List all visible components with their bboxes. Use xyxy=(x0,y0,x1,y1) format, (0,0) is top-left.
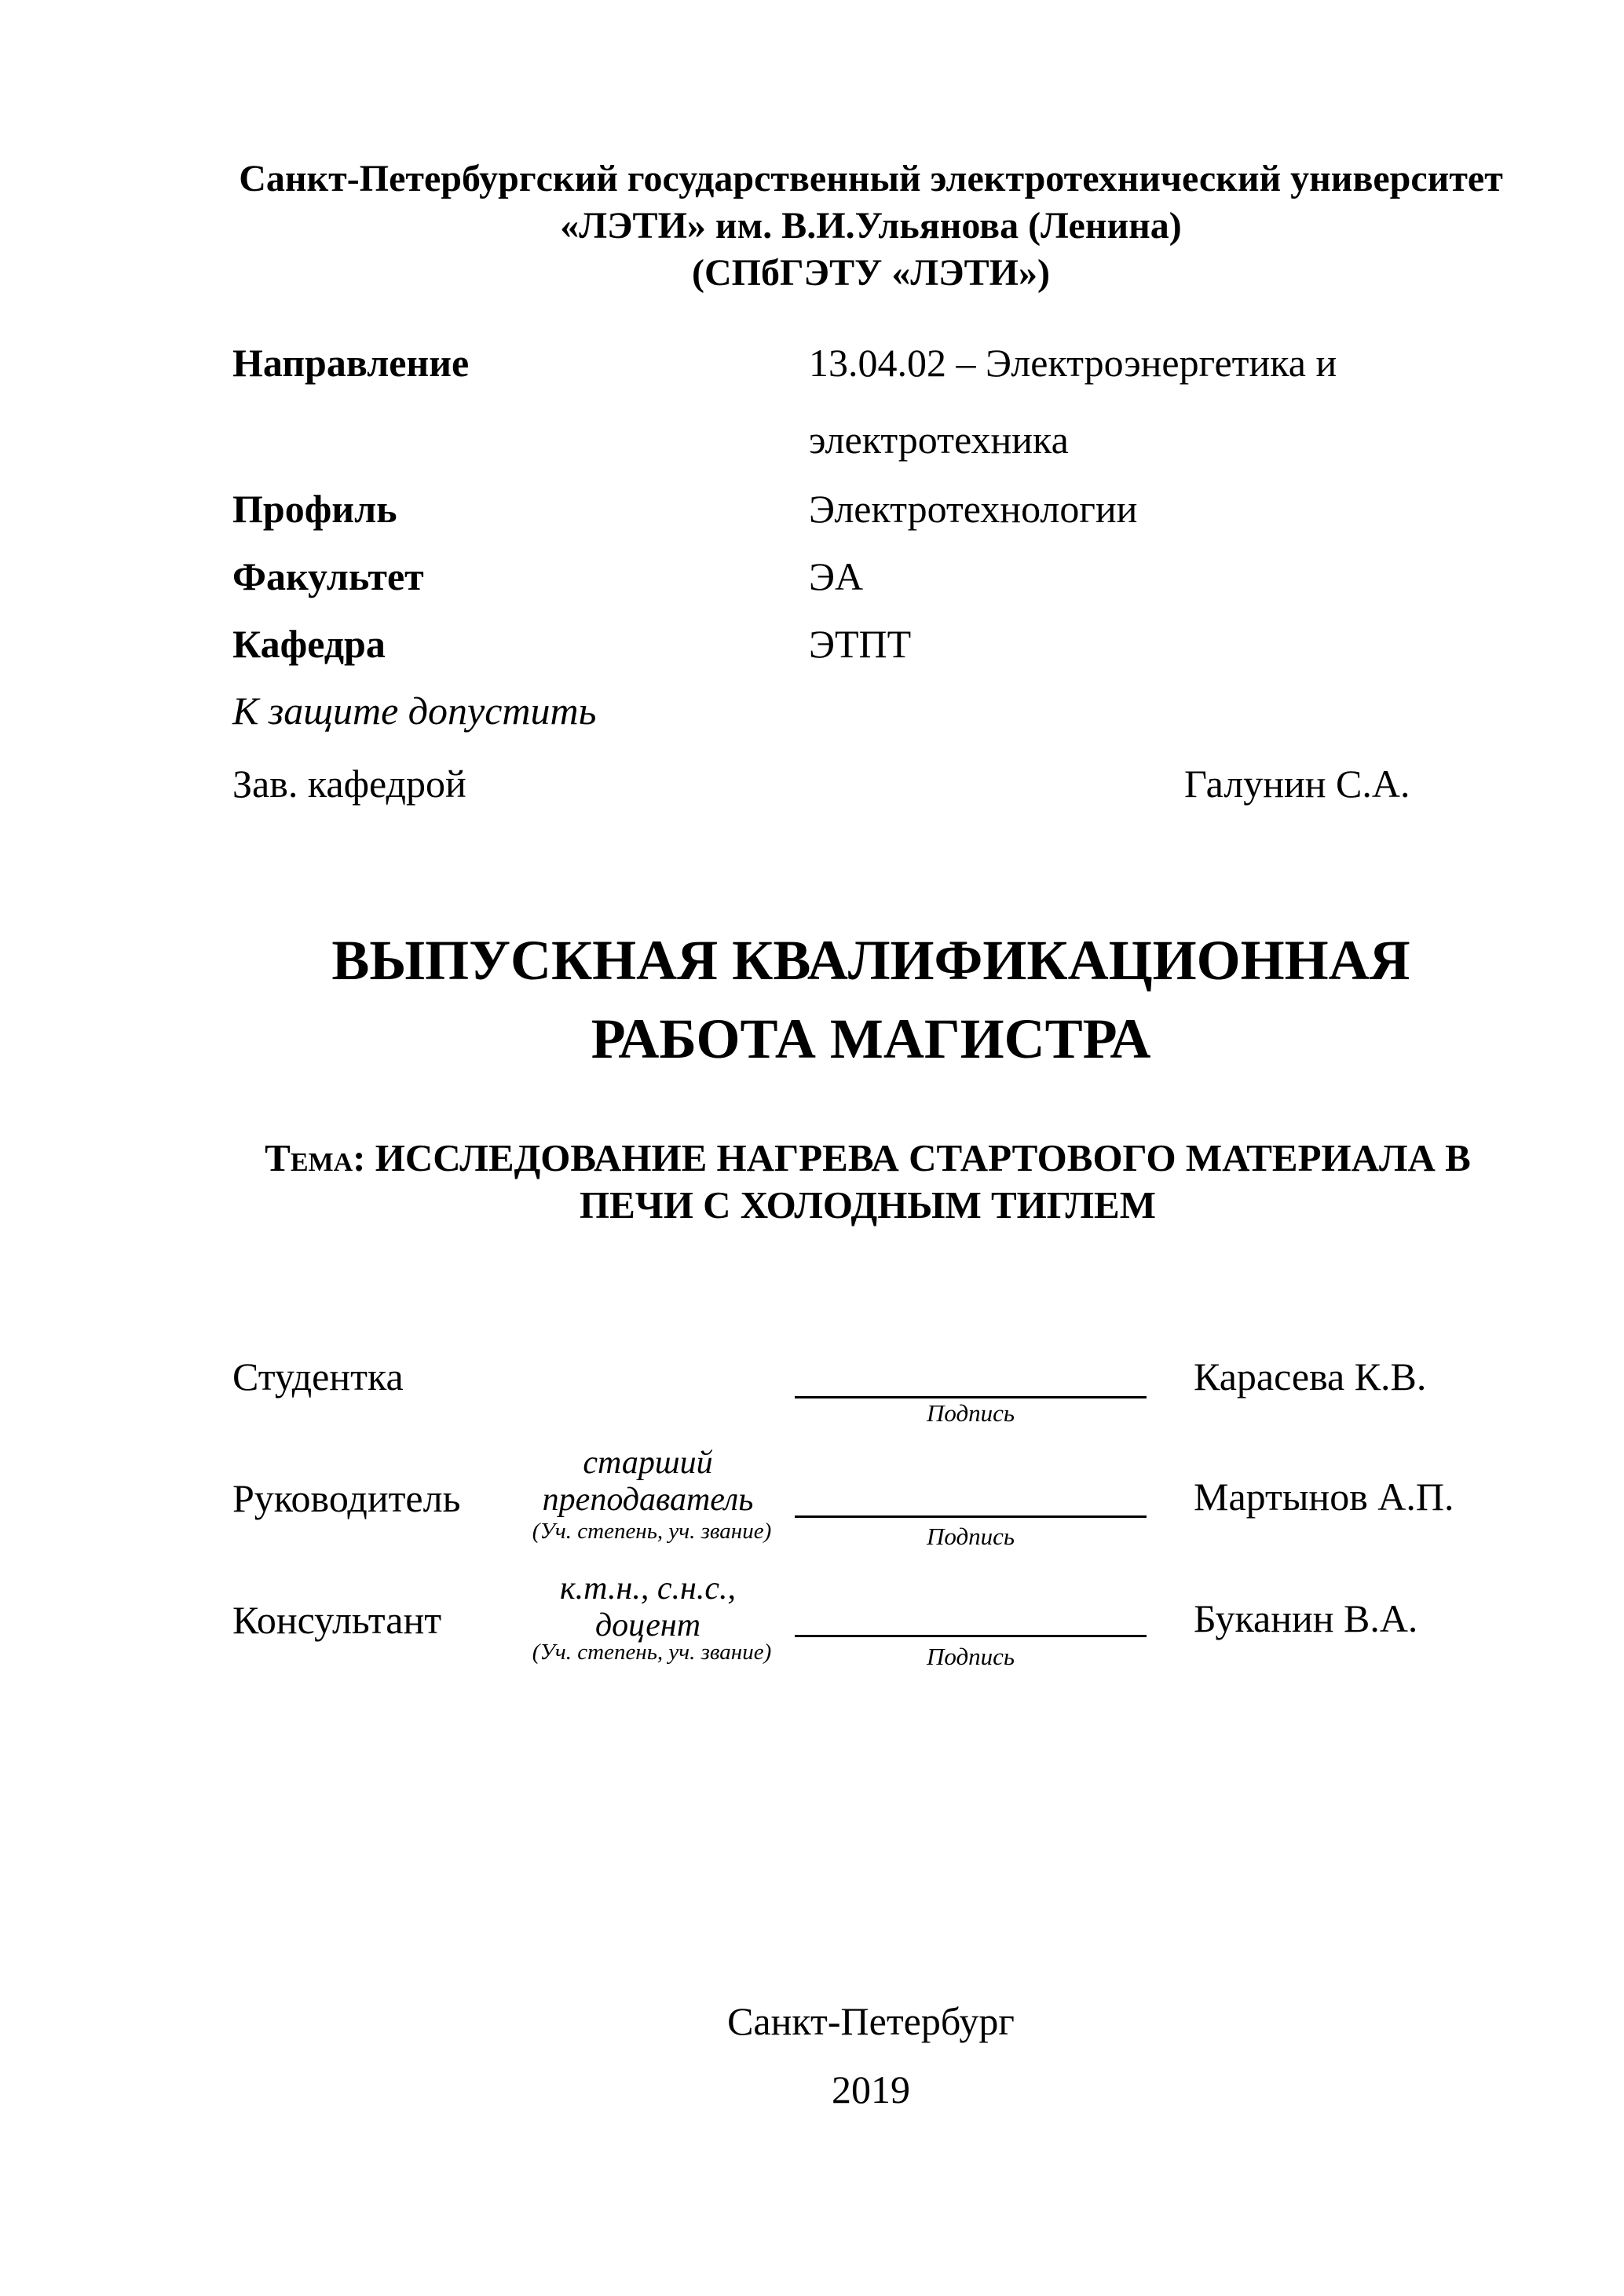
faculty-value: ЭА xyxy=(809,554,864,598)
department-head-label: Зав. кафедрой xyxy=(232,762,466,806)
department-head-name: Галунин С.А. xyxy=(1184,762,1410,806)
signature-role-supervisor: Руководитель xyxy=(232,1476,461,1520)
signature-name-supervisor: Мартынов А.П. xyxy=(1194,1475,1454,1519)
signature-caption-student: Подпись xyxy=(926,1399,1015,1427)
university-name-line-2: «ЛЭТИ» им. В.И.Ульянова (Ленина) xyxy=(560,205,1182,247)
work-title: ВЫПУСКНАЯ КВАЛИФИКАЦИОННАЯ РАБОТА МАГИСТРА xyxy=(331,929,1410,1070)
theme-text: ИССЛЕДОВАНИЕ НАГРЕВА СТАРТОВОГО МАТЕРИАЛА В ПЕЧИ С ХОЛОДНЫМ ТИГЛЕМ xyxy=(375,1136,1471,1227)
signature-caption-supervisor: Подпись xyxy=(926,1523,1015,1550)
supervisor-degree: старший преподаватель xyxy=(542,1445,754,1518)
profile-label: Профиль xyxy=(232,487,397,531)
direction-value-line-1: 13.04.02 – Электроэнергетика и xyxy=(809,341,1337,385)
signature-line-consultant xyxy=(795,1635,1147,1637)
signature-caption-consultant: Подпись xyxy=(926,1643,1015,1670)
footer-year: 2019 xyxy=(832,2067,910,2111)
signature-role-consultant: Консультант xyxy=(232,1598,442,1642)
theme-prefix: Тема: xyxy=(265,1136,366,1179)
university-name-line-1: Санкт-Петербургский государственный электротехнический университет xyxy=(239,158,1503,199)
footer-city: Санкт-Петербург xyxy=(727,1999,1015,2043)
direction-label: Направление xyxy=(232,341,470,385)
direction-value-line-2: электротехника xyxy=(809,418,1069,462)
signature-name-student: Карасева К.В. xyxy=(1194,1355,1427,1398)
faculty-label: Факультет xyxy=(232,554,424,598)
signature-name-consultant: Буканин В.А. xyxy=(1194,1596,1418,1640)
signature-line-student xyxy=(795,1396,1147,1398)
university-name-line-3: (СПбГЭТУ «ЛЭТИ») xyxy=(692,252,1050,294)
signature-role-student: Студентка xyxy=(232,1355,404,1398)
university-header xyxy=(236,155,1506,297)
consultant-degree-caption: (Уч. степень, уч. звание) xyxy=(532,1640,772,1665)
signature-line-supervisor xyxy=(795,1515,1147,1518)
supervisor-degree-caption: (Уч. степень, уч. звание) xyxy=(532,1519,772,1544)
admission-permit-line: К защите допустить xyxy=(232,689,597,733)
theme-block xyxy=(220,1135,1516,1229)
profile-value: Электротехнологии xyxy=(809,487,1138,531)
department-label: Кафедра xyxy=(232,622,386,666)
department-value: ЭТПТ xyxy=(809,622,912,666)
consultant-degree: к.т.н., с.н.с., доцент xyxy=(560,1570,736,1643)
